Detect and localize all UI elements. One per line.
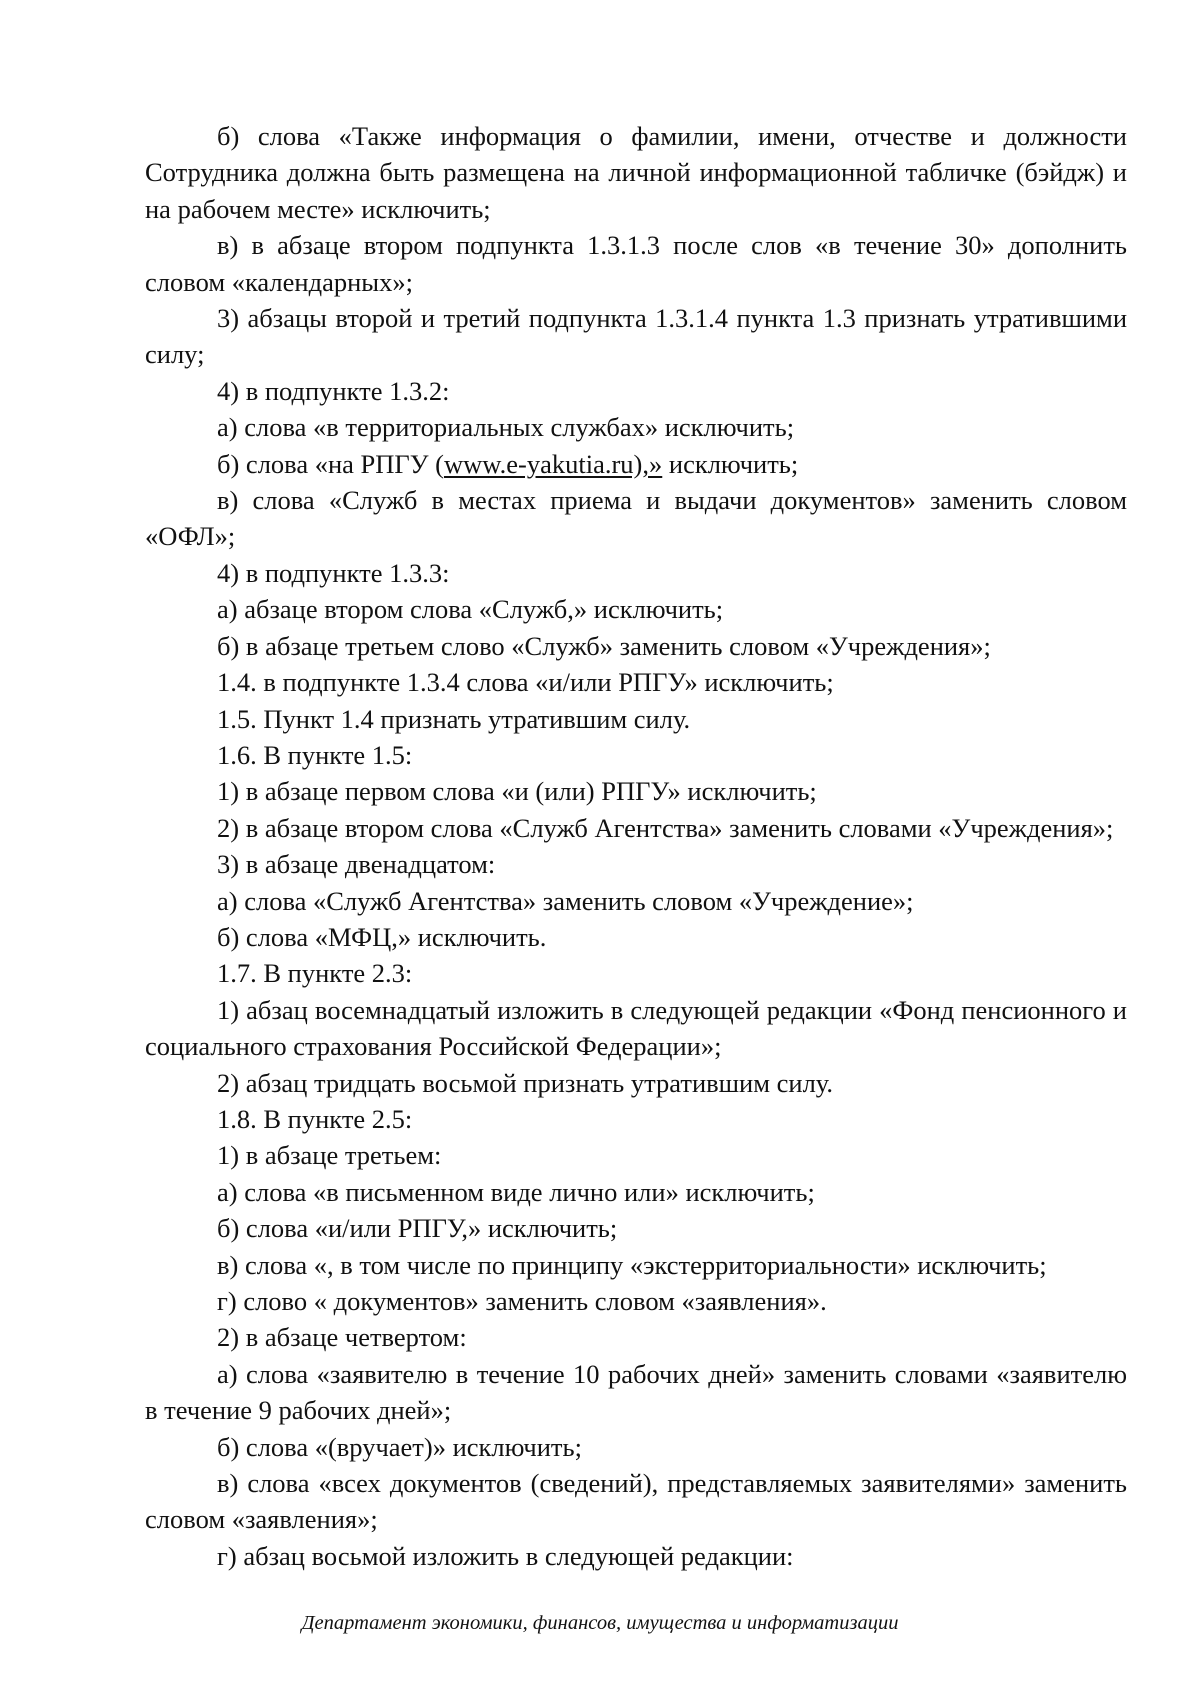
- paragraph-text: 4) в подпункте 1.3.3:: [217, 557, 450, 588]
- document-paragraph: [145, 1319, 1127, 1355]
- document-paragraph: [145, 1465, 1127, 1538]
- document-paragraph: [145, 1065, 1127, 1101]
- paragraph-text: 1) в абзаце третьем:: [217, 1140, 442, 1171]
- paragraph-text: б) слова «(вручает)» исключить;: [217, 1431, 582, 1462]
- document-paragraph: [145, 118, 1127, 227]
- document-paragraph: [145, 446, 1127, 482]
- website-link[interactable]: www.e-yakutia.ru),»: [443, 448, 663, 479]
- paragraph-text: в) слова «, в том числе по принципу «экстерриториальности» исключить;: [217, 1249, 1047, 1280]
- document-paragraph: [145, 227, 1127, 300]
- paragraph-text: 2) в абзаце втором слова «Служб Агентства» заменить словами «Учреждения»;: [217, 812, 1114, 843]
- document-paragraph: [145, 628, 1127, 664]
- document-paragraph: [145, 1356, 1127, 1429]
- paragraph-text: г) абзац восьмой изложить в следующей редакции:: [217, 1540, 794, 1571]
- paragraph-text: 1.8. В пункте 2.5:: [217, 1103, 413, 1134]
- document-paragraph: [145, 846, 1127, 882]
- document-paragraph: [145, 664, 1127, 700]
- paragraph-text: б) слова «на РПГУ (: [217, 448, 444, 479]
- paragraph-text: а) абзаце втором слова «Служб,» исключить;: [217, 594, 724, 625]
- paragraph-text: в) в абзаце втором подпункта 1.3.1.3 после слов «в течение 30» дополнить словом «календарных»;: [145, 230, 1127, 297]
- paragraph-text: 1.6. В пункте 1.5:: [217, 739, 413, 770]
- document-paragraph: [145, 883, 1127, 919]
- document-paragraph: [145, 919, 1127, 955]
- document-paragraph: [145, 701, 1127, 737]
- paragraph-text-tail: исключить;: [662, 448, 799, 479]
- document-paragraph: [145, 1101, 1127, 1137]
- document-paragraph: [145, 482, 1127, 555]
- paragraph-text: а) слова «заявителю в течение 10 рабочих дней» заменить словами «заявителю в течение 9 рабочих дней»;: [145, 1358, 1127, 1426]
- paragraph-text: а) слова «Служб Агентства» заменить словом «Учреждение»;: [217, 885, 914, 916]
- document-paragraph: [145, 737, 1127, 773]
- document-body: [145, 118, 1127, 1574]
- document-paragraph: [145, 1137, 1127, 1173]
- paragraph-text: 1.5. Пункт 1.4 признать утратившим силу.: [217, 703, 691, 734]
- paragraph-text: в) слова «Служб в местах приема и выдачи документов» заменить словом «ОФЛ»;: [145, 485, 1127, 552]
- paragraph-text: 2) в абзаце четвертом:: [217, 1322, 467, 1353]
- paragraph-text: 2) абзац тридцать восьмой признать утратившим силу.: [217, 1067, 834, 1098]
- paragraph-text: 3) абзацы второй и третий подпункта 1.3.1.4 пункта 1.3 признать утратившими силу;: [145, 303, 1127, 370]
- paragraph-text: б) в абзаце третьем слово «Служб» заменить словом «Учреждения»;: [217, 630, 991, 661]
- document-paragraph: [145, 591, 1127, 627]
- paragraph-text: б) слова «Также информация о фамилии, имени, отчестве и должности Сотрудника должна быть размещена на личной информационной табличке (бэйдж) и на рабочем месте» исключить;: [145, 121, 1127, 224]
- document-paragraph: [145, 409, 1127, 445]
- document-paragraph: [145, 555, 1127, 591]
- document-paragraph: [145, 992, 1127, 1065]
- paragraph-text: 1) в абзаце первом слова «и (или) РПГУ» исключить;: [217, 776, 817, 807]
- page-footer: Департамент экономики, финансов, имущества и информатизации: [301, 1612, 899, 1634]
- paragraph-text: в) слова «всех документов (сведений), представляемых заявителями» заменить словом «заявления»;: [145, 1468, 1127, 1535]
- document-paragraph: [145, 1538, 1127, 1574]
- document-paragraph: [145, 810, 1127, 846]
- document-paragraph: [145, 300, 1127, 373]
- paragraph-text: б) слова «МФЦ,» исключить.: [217, 921, 547, 952]
- document-paragraph: [145, 773, 1127, 809]
- paragraph-text: а) слова «в письменном виде лично или» исключить;: [217, 1176, 815, 1207]
- document-paragraph: [145, 1429, 1127, 1465]
- paragraph-text: г) слово « документов» заменить словом «заявления».: [217, 1286, 827, 1316]
- document-paragraph: [145, 1247, 1127, 1283]
- paragraph-text: 1) абзац восемнадцатый изложить в следующей редакции «Фонд пенсионного и социального страхования Российской Федерации»;: [145, 994, 1127, 1062]
- paragraph-text: б) слова «и/или РПГУ,» исключить;: [217, 1213, 618, 1244]
- document-paragraph: [145, 1283, 1127, 1319]
- paragraph-text: 1.4. в подпункте 1.3.4 слова «и/или РПГУ» исключить;: [217, 667, 834, 698]
- document-paragraph: [145, 955, 1127, 991]
- paragraph-text: а) слова «в территориальных службах» исключить;: [217, 412, 795, 443]
- paragraph-text: 3) в абзаце двенадцатом:: [217, 849, 496, 880]
- document-paragraph: [145, 373, 1127, 409]
- document-paragraph: [145, 1174, 1127, 1210]
- document-paragraph: [145, 1210, 1127, 1246]
- paragraph-text: 4) в подпункте 1.3.2:: [217, 375, 450, 406]
- paragraph-text: 1.7. В пункте 2.3:: [217, 958, 413, 989]
